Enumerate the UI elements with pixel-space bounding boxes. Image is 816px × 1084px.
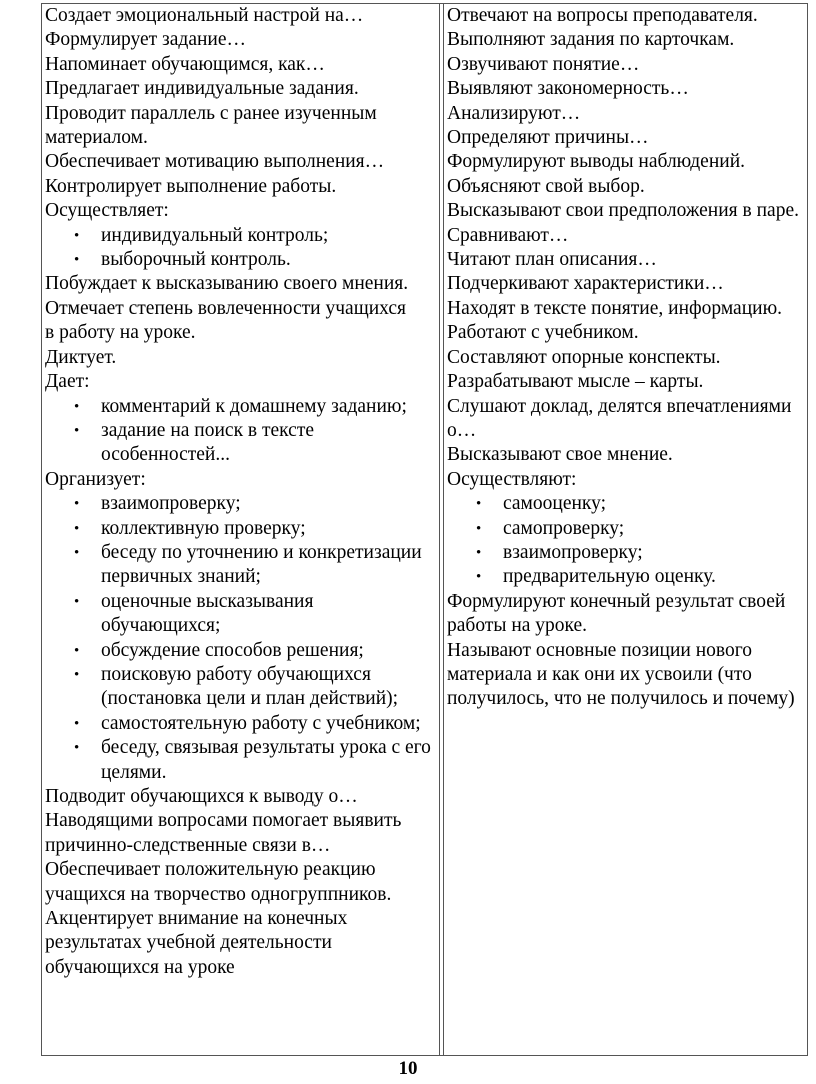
text-line: Объясняют свой выбор. xyxy=(447,175,645,197)
text-line: Контролирует выполнение работы. xyxy=(45,175,337,197)
bullet-item: • взаимопроверку; xyxy=(45,492,435,516)
text-line: Отмечает степень вовлеченности учащихся xyxy=(45,297,406,319)
text-line: Называют основные позиции нового материала и как они их усвоили (что получилось, что не получилось и почему) xyxy=(447,639,795,710)
student-activity-cell xyxy=(444,4,807,1055)
text-line: в работу на уроке. xyxy=(45,322,196,344)
text-line: Наводящими вопросами помогает выявить причинно-следственные связи в… xyxy=(45,810,402,856)
text-line: Выполняют задания по карточкам. xyxy=(447,29,735,51)
student-lines-1 xyxy=(447,4,803,492)
teacher-lines-1 xyxy=(45,4,435,224)
text-line: Осуществляют: xyxy=(447,468,577,490)
bullet-item: • комментарий к домашнему заданию; xyxy=(45,395,435,419)
bullet-item: • самооценку; xyxy=(447,492,803,516)
text-line: Акцентирует внимание на конечных результатах учебной деятельности обучающихся на уроке xyxy=(45,908,348,978)
text-line: Формулируют выводы наблюдений. xyxy=(447,151,746,173)
text-line: Создает эмоциональный настрой на… xyxy=(45,5,364,26)
bullet-item: • предварительную оценку. xyxy=(447,565,803,589)
text-line: Определяют причины… xyxy=(447,127,649,149)
text-line: Подчеркивают характеристики… xyxy=(447,273,724,295)
text-line: Находят в тексте понятие, информацию. xyxy=(447,297,783,319)
teacher-lines-4 xyxy=(45,785,435,980)
text-line: Высказывают свое мнение. xyxy=(447,444,673,466)
teacher-bullets-3 xyxy=(45,492,435,785)
text-line: Высказывают свои предположения в паре. xyxy=(447,200,799,222)
bullet-item: • самопроверку; xyxy=(447,517,803,541)
text-line: Выявляют закономерность… xyxy=(447,78,689,100)
text-line: Предлагает индивидуальные задания. xyxy=(45,78,359,100)
text-line: Разрабатывают мысле – карты. xyxy=(447,371,704,393)
bullet-item: • взаимопроверку; xyxy=(447,541,803,565)
text-line: Дает: xyxy=(45,371,90,393)
teacher-bullets-2 xyxy=(45,395,435,468)
text-line: Напоминает обучающимся, как… xyxy=(45,53,325,75)
bullet-item: • выборочный контроль. xyxy=(45,248,435,272)
teacher-lines-3 xyxy=(45,468,435,492)
bullet-item: • поисковую работу обучающихся (постановка цели и план действий); xyxy=(45,663,435,712)
text-line: Обеспечивает мотивацию выполнения… xyxy=(45,151,385,173)
page-number: 10 xyxy=(398,1058,418,1079)
text-line: Подводит обучающихся к выводу о… xyxy=(45,786,358,807)
text-line: Анализируют… xyxy=(447,102,581,124)
teacher-activity-cell xyxy=(42,4,439,1055)
text-line: Обеспечивает положительную реакцию учащихся на творчество одногруппников. xyxy=(45,859,392,905)
text-line: Проводит параллель с ранее изученным материалом. xyxy=(45,102,377,149)
teacher-lines-2 xyxy=(45,272,435,394)
text-line: Читают план описания… xyxy=(447,249,657,271)
bullet-item: • задание на поиск в тексте особенностей... xyxy=(45,419,435,468)
text-line: Формулируют конечный результат своей работы на уроке. xyxy=(447,590,786,637)
text-line: Организует: xyxy=(45,468,146,490)
teacher-bullets-1 xyxy=(45,224,435,273)
text-line: Сравнивают… xyxy=(447,224,569,246)
text-line: Слушают доклад, делятся впечатлениями о… xyxy=(447,395,792,441)
text-line: Диктует. xyxy=(45,346,117,368)
bullet-item: • самостоятельную работу с учебником; xyxy=(45,712,435,736)
text-line: Составляют опорные конспекты. xyxy=(447,346,721,368)
bullet-item: • беседу по уточнению и конкретизации первичных знаний; xyxy=(45,541,435,590)
student-lines-2 xyxy=(447,590,803,712)
text-line: Озвучивают понятие… xyxy=(447,53,640,75)
text-line: Отвечают на вопросы преподавателя. xyxy=(447,5,758,26)
bullet-item: • беседу, связывая результаты урока с его целями. xyxy=(45,736,435,785)
bullet-item: • коллективную проверку; xyxy=(45,517,435,541)
bullet-item: • оценочные высказывания обучающихся; xyxy=(45,590,435,639)
student-bullets-1 xyxy=(447,492,803,590)
bullet-item: • обсуждение способов решения; xyxy=(45,639,435,663)
activity-table xyxy=(41,3,808,1056)
text-line: Побуждает к высказыванию своего мнения. xyxy=(45,273,409,295)
bullet-item: • индивидуальный контроль; xyxy=(45,224,435,248)
text-line: Работают с учебником. xyxy=(447,322,639,344)
text-line: Формулирует задание… xyxy=(45,29,247,51)
text-line: Осуществляет: xyxy=(45,200,169,222)
